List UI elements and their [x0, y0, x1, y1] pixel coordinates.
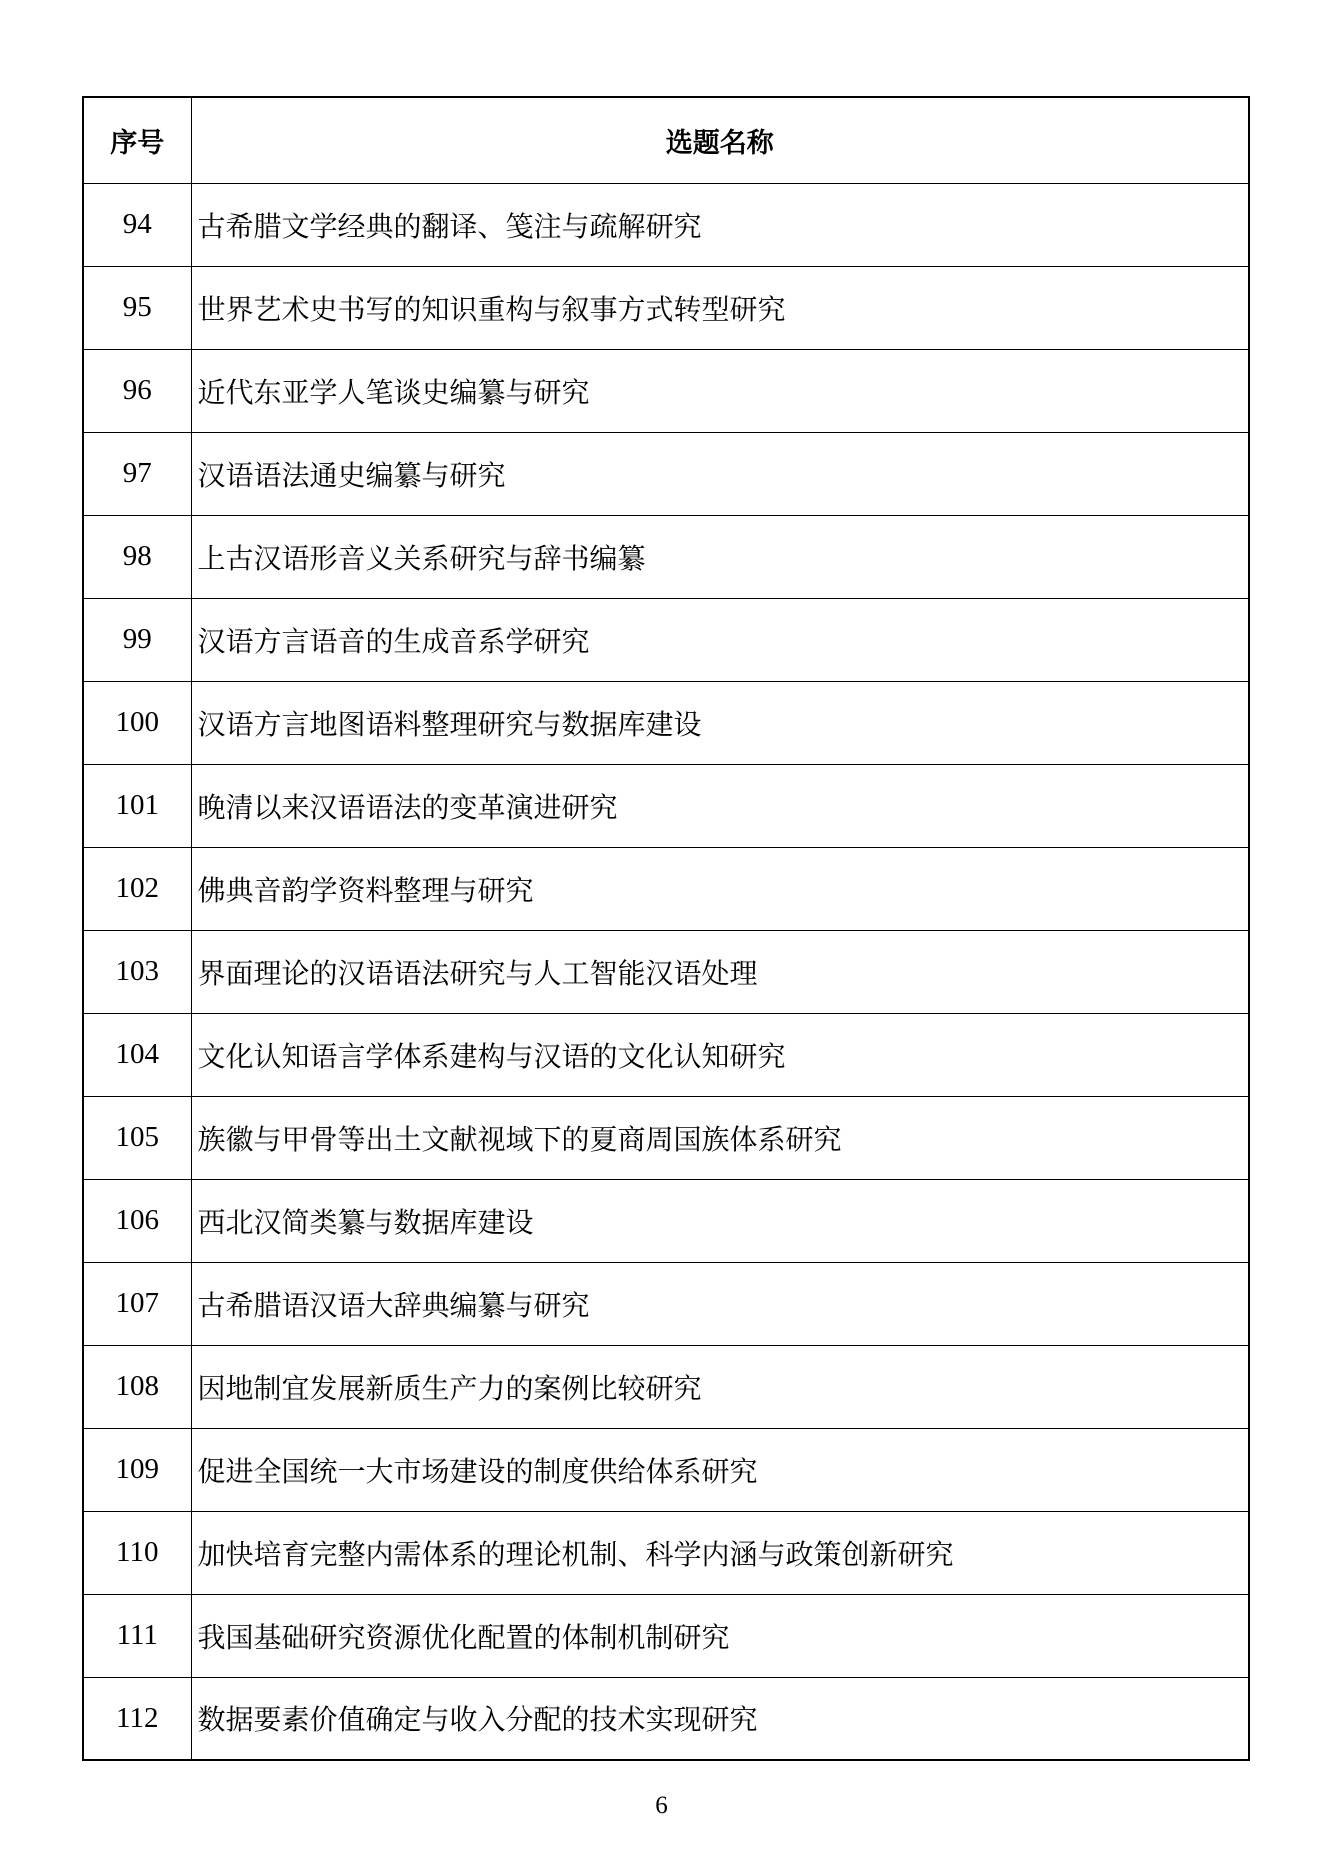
- table-row: [83, 1345, 1249, 1428]
- row-index: 110: [83, 1511, 191, 1594]
- row-index: 109: [83, 1428, 191, 1511]
- row-title: 汉语语法通史编纂与研究: [191, 432, 1249, 515]
- header-row: [83, 97, 1249, 183]
- row-title: 上古汉语形音义关系研究与辞书编纂: [191, 515, 1249, 598]
- topic-table: [82, 96, 1250, 1761]
- row-index: 100: [83, 681, 191, 764]
- row-index: 98: [83, 515, 191, 598]
- table-row: [83, 266, 1249, 349]
- table-row: [83, 1428, 1249, 1511]
- table-row: [83, 349, 1249, 432]
- row-index: 95: [83, 266, 191, 349]
- table-row: [83, 1594, 1249, 1677]
- row-title: 汉语方言地图语料整理研究与数据库建设: [191, 681, 1249, 764]
- row-index: 105: [83, 1096, 191, 1179]
- row-index: 96: [83, 349, 191, 432]
- header-title: 选题名称: [191, 97, 1249, 183]
- table-row: [83, 1179, 1249, 1262]
- table-row: [83, 432, 1249, 515]
- table-row: [83, 847, 1249, 930]
- row-title: 汉语方言语音的生成音系学研究: [191, 598, 1249, 681]
- row-index: 103: [83, 930, 191, 1013]
- row-title: 西北汉简类纂与数据库建设: [191, 1179, 1249, 1262]
- row-title: 古希腊语汉语大辞典编纂与研究: [191, 1262, 1249, 1345]
- table-row: [83, 515, 1249, 598]
- row-index: 107: [83, 1262, 191, 1345]
- table-row: [83, 681, 1249, 764]
- table-row: [83, 598, 1249, 681]
- row-title: 界面理论的汉语语法研究与人工智能汉语处理: [191, 930, 1249, 1013]
- row-title: 世界艺术史书写的知识重构与叙事方式转型研究: [191, 266, 1249, 349]
- row-index: 97: [83, 432, 191, 515]
- table-row: [83, 1262, 1249, 1345]
- table-row: [83, 930, 1249, 1013]
- page-number: 6: [655, 1792, 668, 1819]
- row-index: 108: [83, 1345, 191, 1428]
- row-title: 族徽与甲骨等出土文献视域下的夏商周国族体系研究: [191, 1096, 1249, 1179]
- row-index: 106: [83, 1179, 191, 1262]
- row-index: 112: [83, 1677, 191, 1760]
- row-title: 加快培育完整内需体系的理论机制、科学内涵与政策创新研究: [191, 1511, 1249, 1594]
- row-index: 101: [83, 764, 191, 847]
- table-header: [83, 97, 1249, 183]
- table-row: [83, 1511, 1249, 1594]
- table-row: [83, 183, 1249, 266]
- row-index: 99: [83, 598, 191, 681]
- table-row: [83, 764, 1249, 847]
- row-title: 古希腊文学经典的翻译、笺注与疏解研究: [191, 183, 1249, 266]
- table-row: [83, 1013, 1249, 1096]
- row-title: 文化认知语言学体系建构与汉语的文化认知研究: [191, 1013, 1249, 1096]
- row-title: 近代东亚学人笔谈史编纂与研究: [191, 349, 1249, 432]
- row-index: 94: [83, 183, 191, 266]
- row-index: 102: [83, 847, 191, 930]
- row-title: 促进全国统一大市场建设的制度供给体系研究: [191, 1428, 1249, 1511]
- table-row: [83, 1677, 1249, 1760]
- header-index: 序号: [83, 97, 191, 183]
- table-body: [83, 183, 1249, 1760]
- row-title: 晚清以来汉语语法的变革演进研究: [191, 764, 1249, 847]
- row-title: 我国基础研究资源优化配置的体制机制研究: [191, 1594, 1249, 1677]
- row-title: 因地制宜发展新质生产力的案例比较研究: [191, 1345, 1249, 1428]
- row-index: 111: [83, 1594, 191, 1677]
- row-title: 数据要素价值确定与收入分配的技术实现研究: [191, 1677, 1249, 1760]
- row-title: 佛典音韵学资料整理与研究: [191, 847, 1249, 930]
- row-index: 104: [83, 1013, 191, 1096]
- table-row: [83, 1096, 1249, 1179]
